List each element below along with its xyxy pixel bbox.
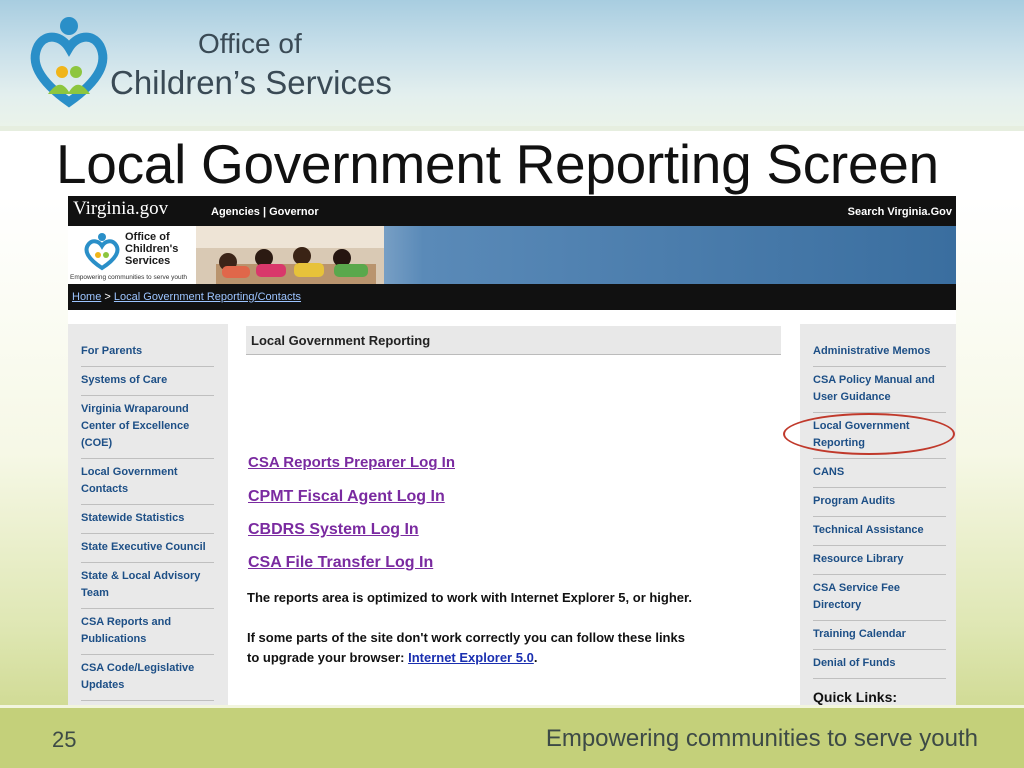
banner-logo-text bbox=[125, 231, 178, 267]
right-sidebar bbox=[800, 324, 956, 705]
banner-logo-icon bbox=[82, 232, 122, 272]
website-screenshot bbox=[68, 196, 956, 705]
upgrade-note-line2 bbox=[247, 650, 537, 665]
right-nav-item[interactable]: Training Calendar bbox=[813, 621, 946, 650]
breadcrumb bbox=[68, 284, 956, 310]
left-nav-item[interactable]: Systems of Care bbox=[81, 367, 214, 396]
site-topbar bbox=[68, 196, 956, 226]
slide-number: 25 bbox=[52, 727, 77, 752]
left-nav-item[interactable]: Virginia Wraparound Center of Excellence (COE) bbox=[81, 396, 214, 459]
banner-tagline: Empowering communities to serve youth bbox=[70, 274, 188, 281]
left-nav-item[interactable]: Statewide Statistics bbox=[81, 505, 214, 534]
right-nav-item[interactable]: Technical Assistance bbox=[813, 517, 946, 546]
left-nav-item[interactable]: CSA Code/Legislative Updates bbox=[81, 655, 214, 701]
cpmt-fiscal-agent-login-link[interactable]: CPMT Fiscal Agent Log In bbox=[248, 488, 445, 505]
ocs-logo-icon bbox=[28, 14, 110, 110]
right-nav-item[interactable]: CANS bbox=[813, 459, 946, 488]
right-nav-item[interactable]: CSA Policy Manual and User Guidance bbox=[813, 367, 946, 413]
breadcrumb-separator: > bbox=[104, 291, 111, 303]
highlight-circle bbox=[783, 413, 955, 455]
left-nav-item[interactable]: Local Government Contacts bbox=[81, 459, 214, 505]
ie5-link[interactable]: Internet Explorer 5.0 bbox=[408, 650, 534, 665]
file-transfer-login-link[interactable]: CSA File Transfer Log In bbox=[248, 554, 434, 571]
left-nav-item[interactable]: For Parents bbox=[81, 324, 214, 367]
agencies-link[interactable]: Agencies bbox=[211, 206, 260, 218]
right-nav-item[interactable]: Program Audits bbox=[813, 488, 946, 517]
upgrade-note-text: to upgrade your browser: bbox=[247, 650, 405, 665]
org-name-line1: Office of bbox=[198, 28, 302, 59]
org-name-line2: Children’s Services bbox=[110, 64, 392, 101]
upgrade-note-line1: If some parts of the site don't work correctly you can follow these links bbox=[247, 630, 685, 645]
right-nav-item-highlighted[interactable]: Local Government Reporting bbox=[813, 413, 946, 459]
breadcrumb-home[interactable]: Home bbox=[72, 291, 102, 303]
top-nav bbox=[211, 206, 319, 218]
governor-link[interactable]: Governor bbox=[269, 206, 319, 218]
topnav-separator: | bbox=[262, 206, 267, 218]
right-nav-item[interactable]: Resource Library bbox=[813, 546, 946, 575]
slide-title: Local Government Reporting Screen bbox=[56, 133, 939, 195]
header-divider bbox=[0, 126, 1024, 131]
virginia-gov-logo[interactable]: Virginia.gov bbox=[73, 198, 169, 219]
right-nav-item[interactable]: Denial of Funds bbox=[813, 650, 946, 679]
slide-header bbox=[0, 0, 1024, 126]
note-period: . bbox=[533, 650, 538, 665]
cbdrs-login-link[interactable]: CBDRS System Log In bbox=[248, 521, 419, 538]
children-photo-icon bbox=[196, 226, 384, 284]
breadcrumb-current[interactable]: Local Government Reporting/Contacts bbox=[113, 291, 302, 303]
left-nav-item[interactable]: CSA Reports and Publications bbox=[81, 609, 214, 655]
banner-logo[interactable] bbox=[68, 226, 196, 284]
search-virginia-link[interactable]: Search Virginia.Gov bbox=[847, 206, 952, 218]
banner-logo-line1: Office of bbox=[125, 231, 170, 243]
banner-logo-line3: Services bbox=[125, 255, 171, 267]
right-nav-item[interactable]: Administrative Memos bbox=[813, 324, 946, 367]
left-sidebar bbox=[68, 324, 228, 705]
content-heading-bar bbox=[246, 326, 781, 355]
content-heading: Local Government Reporting bbox=[251, 333, 431, 348]
footer-tagline: Empowering communities to serve youth bbox=[545, 725, 978, 752]
browser-note: The reports area is optimized to work with Internet Explorer 5, or higher. bbox=[247, 590, 692, 605]
breadcrumb-text bbox=[72, 291, 301, 303]
left-nav-item[interactable]: State Executive Council bbox=[81, 534, 214, 563]
left-nav-item[interactable]: State & Local Advisory Team bbox=[81, 563, 214, 609]
reports-preparer-login-link[interactable]: CSA Reports Preparer Log In bbox=[248, 454, 455, 471]
banner-logo-line2: Children's bbox=[125, 243, 179, 255]
quick-links-heading: Quick Links: bbox=[813, 689, 898, 705]
right-nav-item[interactable]: CSA Service Fee Directory bbox=[813, 575, 946, 621]
